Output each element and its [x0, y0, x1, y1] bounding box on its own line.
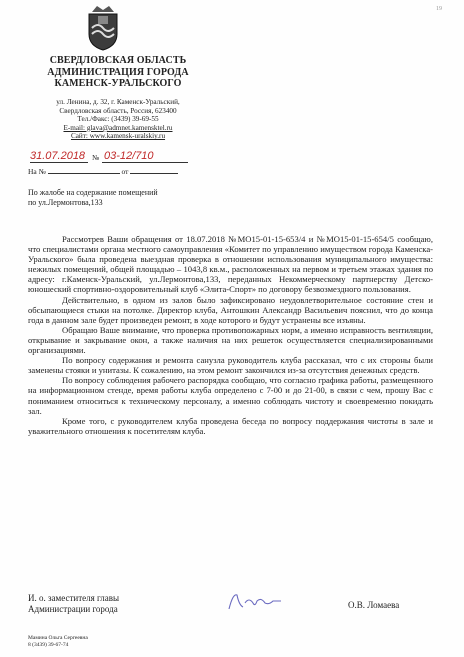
corner-mark: 19 [436, 6, 442, 12]
handwritten-signature [225, 589, 285, 613]
org-line-2: АДМИНИСТРАЦИЯ ГОРОДА [47, 66, 189, 78]
site-link[interactable]: Сайт: www.kamensk-uralskiy.ru [70, 132, 166, 141]
paragraph: Обращаю Ваше внимание, что проверка противопожарных норм, а именно исправность вентиляции, открывание и закрывание окон, а также наличия на них решеток осуществляется специализированными организациями. [28, 324, 433, 356]
letter-subject [28, 188, 208, 208]
signatory-name: О.В. Ломаева [348, 600, 400, 610]
executor-name: Мамина Ольга Сергеевна [28, 635, 88, 641]
executor-phone: 8 (3439) 39-67-74 [28, 642, 69, 648]
position-line-2: Администрации города [28, 604, 118, 614]
paragraph: Действительно, в одном из залов было зафиксировано неудовлетворительное состояние стен и обсыпающиеся стыки на потолке. Директор клуба, Антошкин Александр Васильевич пояснил, что до конца года в данном зале будет произведен ремонт, в ходе которого и будут устранены все изъяны. [28, 294, 433, 325]
email-link[interactable]: E-mail: glava@admnet.kamensktel.ru [63, 123, 173, 132]
paragraph: По вопросу содержания и ремонта санузла руководитель клуба рассказал, что с их стороны были заменены стояки и унитазы. К сожалению, на этом ремонт закончился из-за отсутствия денежных средств. [28, 355, 433, 376]
paragraph: Рассмотрев Ваши обращения от 18.07.2018 №МО15-01-15-653/4 и №МО15-01-15-654/5 сообщаю, что специалистами органа местного самоуправления «Комитет по управлению имуществом города Каменска-Уральского» была проведена выездная проверка в отношении использования муниципального имущества: нежилых помещений, общей площадью – 1043,8 кв.м., расположенных на первом и третьем этажах здания по адресу: г.Каменск-Уральский, ул.Лермонтова,133, переданных Некоммерческому партнерству Детско-юношеский спортивно-оздоровительный клуб «Элита-Спорт» по договору безвозмездного пользования. [28, 234, 433, 295]
organization-contacts [28, 98, 208, 141]
executor-info [28, 635, 88, 649]
city-coat-of-arms [84, 4, 122, 52]
org-line-3: КАМЕНСК-УРАЛЬСКОГО [54, 78, 182, 89]
subject-line-2: по ул.Лермонтова,133 [28, 198, 103, 207]
registration-date: 31.07.2018 [30, 150, 86, 162]
registration-line [30, 152, 190, 166]
reference-from-label: от [121, 167, 129, 176]
address-line-1: ул. Ленина, д. 32, г. Каменск-Уральский, [56, 98, 180, 106]
phone-line: Тел./Факс: (3439) 39-69-55 [77, 115, 159, 124]
address-line-2: Свердловская область, Россия, 623400 [59, 106, 177, 115]
organization-name [28, 55, 208, 90]
registration-number: 03-12/710 [104, 150, 154, 162]
paragraph: По вопросу соблюдения рабочего распорядка сообщаю, что согласно графика работы, размещенного на информационном стенде, время работы клуба определено с 7-00 и до 21-00, в связи с чем, прошу Вас с пониманием относиться к техническому персоналу, а именно соблюдать чистоту и своевременно покидать зал. [28, 375, 433, 416]
org-line-1: СВЕРДЛОВСКАЯ ОБЛАСТЬ [49, 55, 187, 66]
signatory-position [28, 593, 119, 615]
letter-body [28, 234, 433, 436]
number-label: № [92, 153, 100, 162]
position-line-1: И. о. заместителя главы [28, 593, 120, 603]
subject-line-1: По жалобе на содержание помещений [28, 188, 158, 197]
reference-line [28, 167, 178, 176]
paragraph: Кроме того, с руководителем клуба проведена беседа по вопросу поддержания чистоты в зале и уважительного отношения к посетителям клуба. [28, 415, 433, 436]
reference-label: На № [28, 167, 46, 176]
